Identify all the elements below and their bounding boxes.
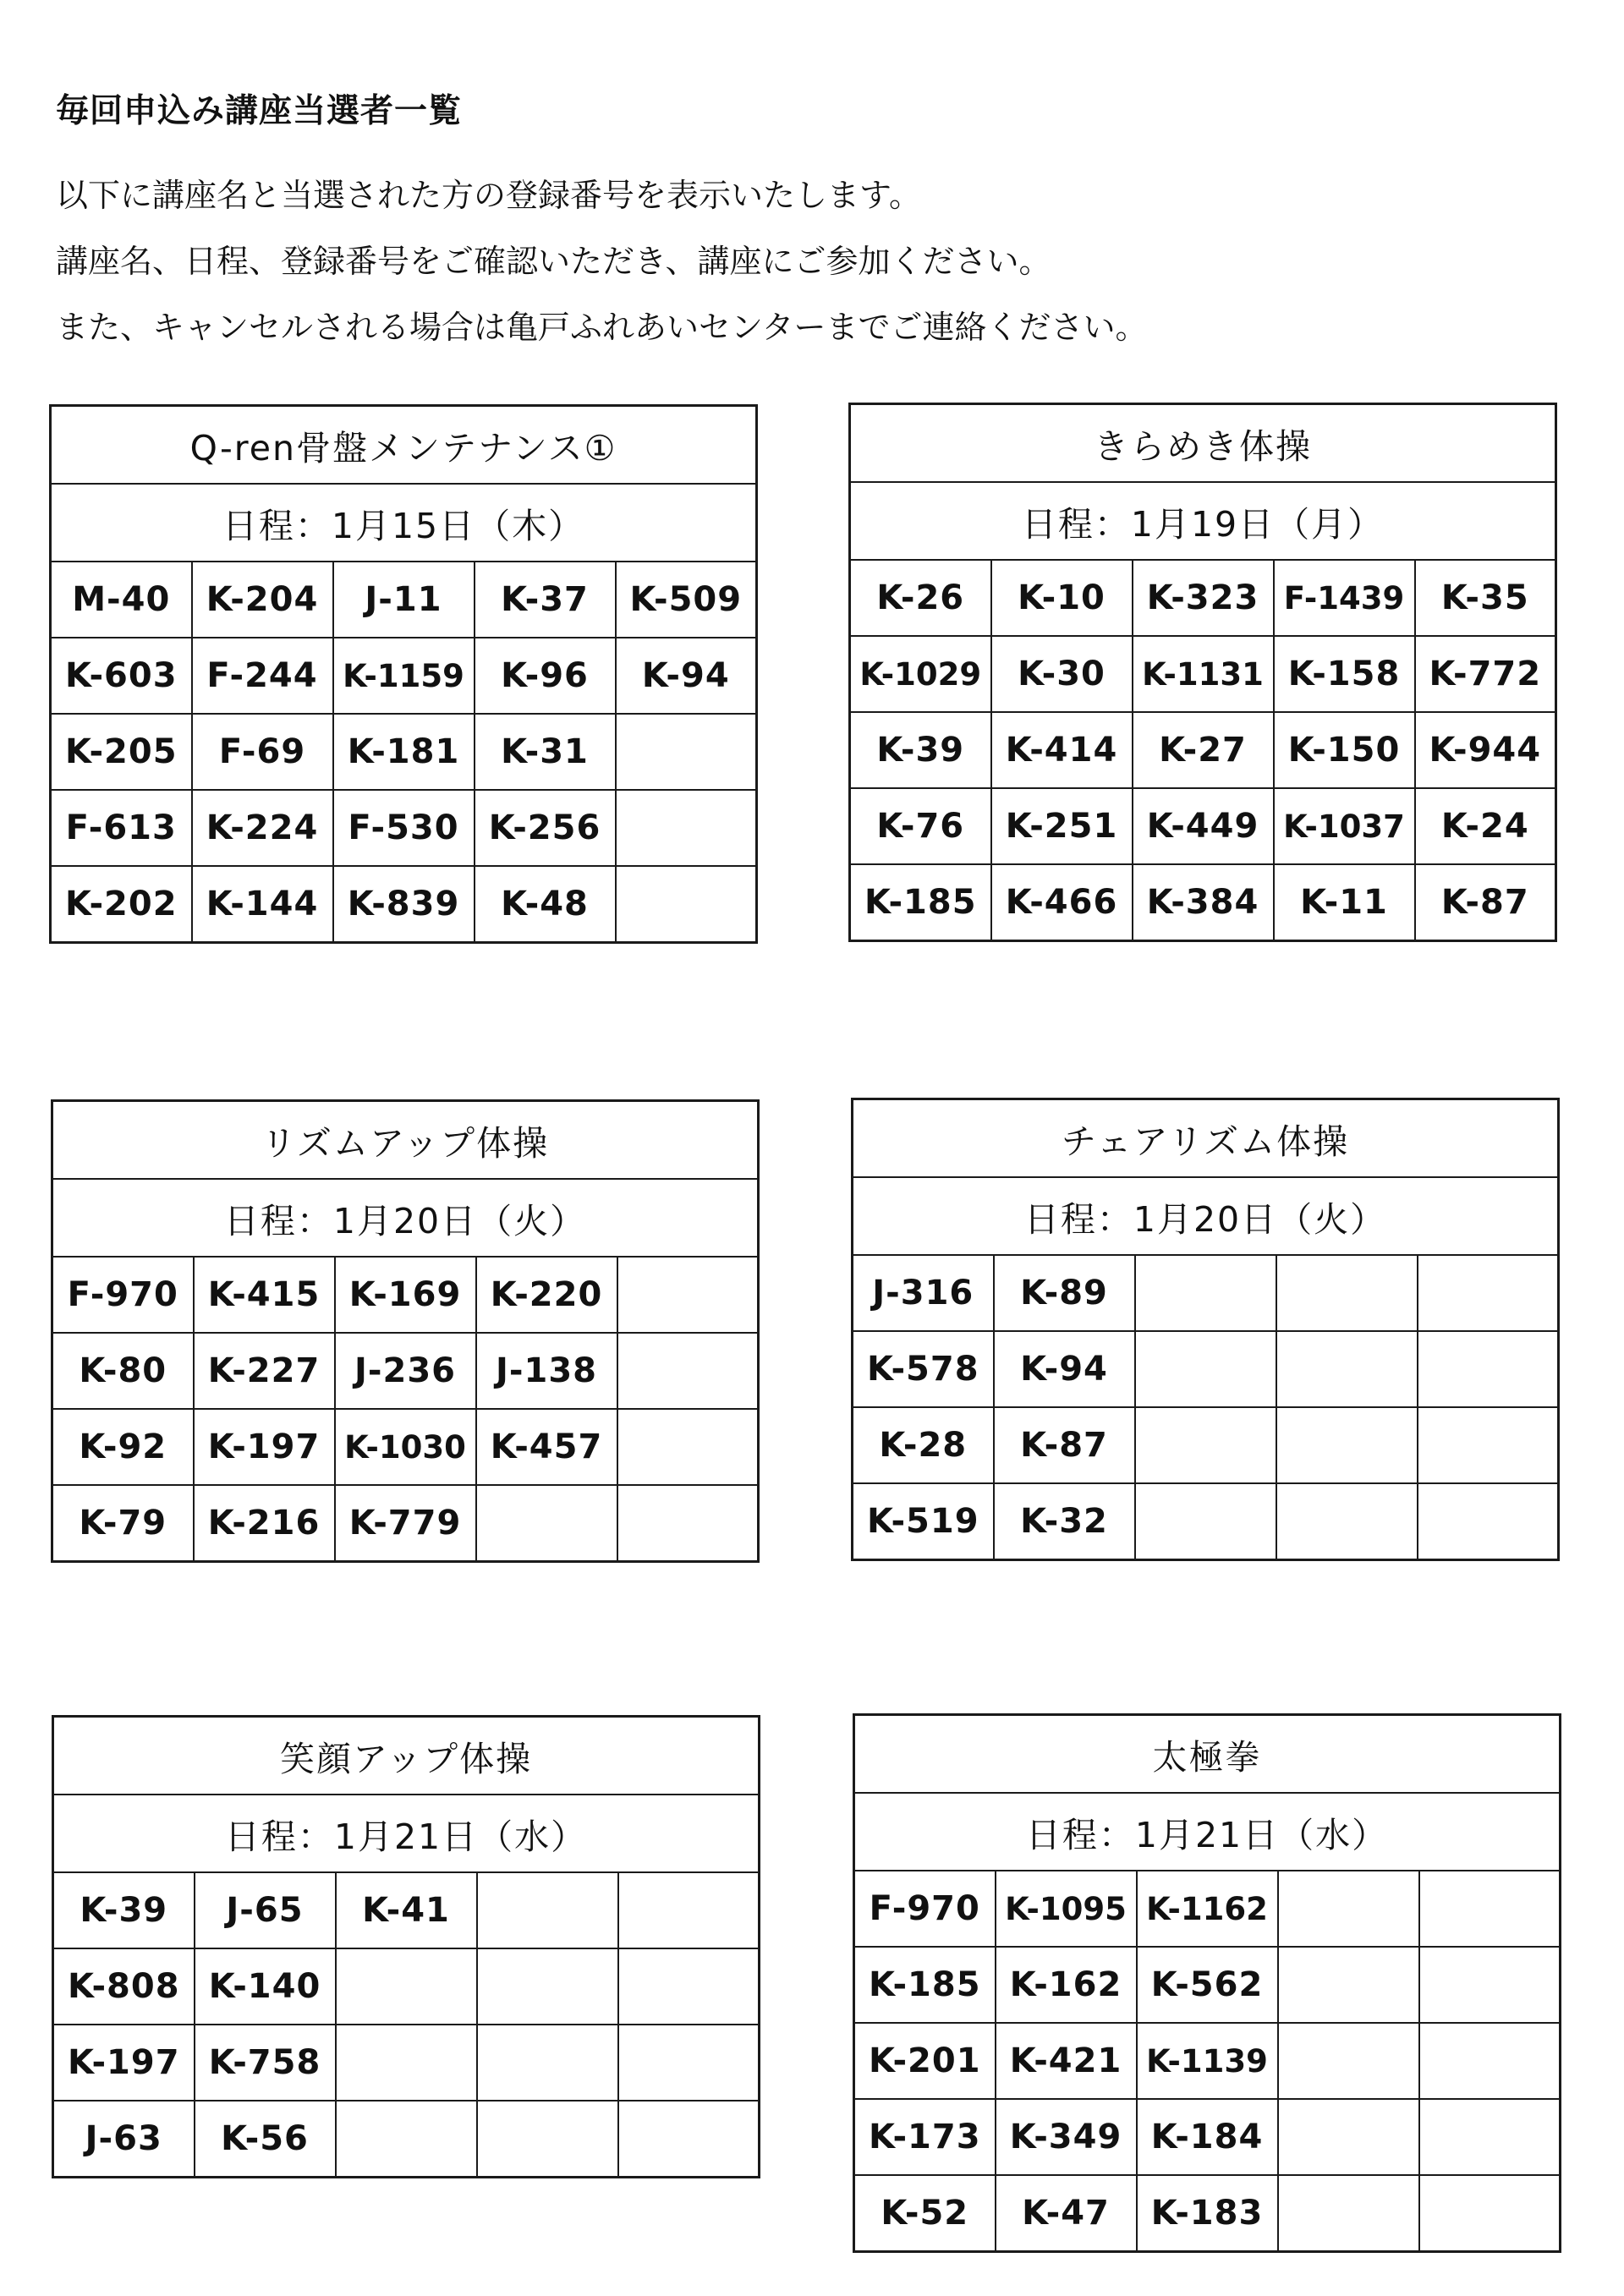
registration-number-cell: K-144 <box>192 866 333 943</box>
registration-number-cell: K-80 <box>52 1333 194 1409</box>
registration-number-cell: K-457 <box>476 1409 617 1485</box>
registration-number-cell <box>1419 2099 1561 2175</box>
registration-number-cell <box>616 866 757 943</box>
registration-number-cell <box>617 1257 759 1333</box>
page-title: 毎回申込み講座当選者一覧 <box>56 92 463 130</box>
registration-number-cell: K-1029 <box>850 636 991 712</box>
table-row <box>850 864 1556 941</box>
registration-number-cell: K-56 <box>195 2101 336 2178</box>
registration-number-cell: K-173 <box>854 2099 996 2175</box>
registration-number-cell: K-384 <box>1133 864 1274 941</box>
table-row <box>854 1947 1561 2023</box>
registration-number-cell: K-26 <box>850 560 991 636</box>
registration-number-cell: K-185 <box>850 864 991 941</box>
table-row <box>51 866 757 943</box>
registration-number-cell: K-87 <box>1415 864 1556 941</box>
registration-number-cell <box>617 1409 759 1485</box>
registration-number-cell: K-92 <box>52 1409 194 1485</box>
date-label: 日程： <box>222 505 332 546</box>
registration-number-cell <box>618 2101 760 2178</box>
registration-number-cell: K-779 <box>335 1485 476 1562</box>
registration-number-cell: K-11 <box>1274 864 1415 941</box>
registration-number-cell: K-1030 <box>335 1409 476 1485</box>
registration-number-cell: K-79 <box>52 1485 194 1562</box>
table-row <box>854 2023 1561 2099</box>
registration-number-cell <box>477 2101 618 2178</box>
registration-number-cell <box>1135 1331 1276 1407</box>
registration-number-cell: F-1439 <box>1274 560 1415 636</box>
course-name: チェアリズム体操 <box>853 1099 1559 1178</box>
date-label: 日程： <box>223 1200 333 1241</box>
registration-number-cell <box>1419 1947 1561 2023</box>
date-value: 1月21日（水） <box>1134 1814 1389 1855</box>
table-row <box>853 1483 1559 1560</box>
registration-number-cell: K-41 <box>336 1872 477 1948</box>
registration-number-cell <box>477 1948 618 2025</box>
table-row <box>51 790 757 866</box>
table-row <box>53 2101 760 2178</box>
registration-number-cell <box>1419 2023 1561 2099</box>
registration-number-cell: K-48 <box>475 866 616 943</box>
table-row <box>51 638 757 714</box>
registration-number-cell: J-236 <box>335 1333 476 1409</box>
registration-number-cell: K-162 <box>996 1947 1137 2023</box>
registration-number-cell: K-94 <box>616 638 757 714</box>
registration-number-cell: J-138 <box>476 1333 617 1409</box>
course-date <box>854 1793 1561 1871</box>
registration-number-cell: K-562 <box>1137 1947 1278 2023</box>
registration-number-cell: K-76 <box>850 788 991 864</box>
table-row <box>854 1871 1561 1947</box>
registration-number-cell <box>1135 1255 1276 1331</box>
registration-number-cell: K-39 <box>850 712 991 788</box>
table-row <box>850 712 1556 788</box>
registration-number-cell <box>616 714 757 790</box>
registration-number-cell: K-256 <box>475 790 616 866</box>
registration-number-cell: F-244 <box>192 638 333 714</box>
registration-number-cell: K-169 <box>335 1257 476 1333</box>
registration-number-cell: K-216 <box>194 1485 335 1562</box>
registration-number-cell: K-251 <box>991 788 1133 864</box>
table-row <box>854 2175 1561 2252</box>
registration-number-cell: K-185 <box>854 1947 996 2023</box>
course-name: きらめき体操 <box>850 404 1556 483</box>
table-row <box>53 1872 760 1948</box>
registration-number-cell: F-970 <box>52 1257 194 1333</box>
table-row <box>52 1333 759 1409</box>
registration-number-cell <box>1418 1407 1559 1483</box>
registration-number-cell <box>1276 1407 1418 1483</box>
date-label: 日程： <box>1023 1198 1133 1240</box>
registration-number-cell: K-27 <box>1133 712 1274 788</box>
registration-number-cell <box>1135 1407 1276 1483</box>
table-row <box>52 1485 759 1562</box>
registration-number-cell <box>336 2101 477 2178</box>
registration-number-cell: K-578 <box>853 1331 994 1407</box>
course-table <box>51 1099 760 1563</box>
registration-number-cell: J-11 <box>333 562 475 638</box>
registration-number-cell: K-94 <box>994 1331 1135 1407</box>
registration-number-cell <box>336 1948 477 2025</box>
registration-number-cell: M-40 <box>51 562 192 638</box>
registration-number-cell: K-808 <box>53 1948 195 2025</box>
registration-number-cell <box>616 790 757 866</box>
date-label: 日程： <box>1021 503 1131 545</box>
registration-number-cell: K-323 <box>1133 560 1274 636</box>
registration-number-cell <box>1278 2099 1419 2175</box>
registration-number-cell <box>1419 1871 1561 1947</box>
registration-number-cell: K-47 <box>996 2175 1137 2252</box>
course-date <box>853 1177 1559 1255</box>
registration-number-cell: K-181 <box>333 714 475 790</box>
intro-text <box>56 162 1147 360</box>
registration-number-cell: K-150 <box>1274 712 1415 788</box>
registration-number-cell: K-87 <box>994 1407 1135 1483</box>
course-name: 笑顔アップ体操 <box>53 1717 760 1795</box>
registration-number-cell: K-39 <box>53 1872 195 1948</box>
date-value: 1月19日（月） <box>1130 503 1385 545</box>
registration-number-cell: K-758 <box>195 2025 336 2101</box>
registration-number-cell <box>1135 1483 1276 1560</box>
registration-number-cell <box>1419 2175 1561 2252</box>
registration-number-cell: K-197 <box>53 2025 195 2101</box>
intro-line: また、キャンセルされる場合は亀戸ふれあいセンターまでご連絡ください。 <box>56 309 1148 346</box>
registration-number-cell <box>336 2025 477 2101</box>
table-row <box>52 1257 759 1333</box>
registration-number-cell: K-30 <box>991 636 1133 712</box>
registration-number-cell <box>476 1485 617 1562</box>
course-name: 太極拳 <box>854 1715 1561 1794</box>
course-name: Q-ren骨盤メンテナンス① <box>51 406 757 485</box>
registration-number-cell: K-603 <box>51 638 192 714</box>
registration-number-cell: K-183 <box>1137 2175 1278 2252</box>
registration-number-cell: K-52 <box>854 2175 996 2252</box>
table-row <box>850 560 1556 636</box>
table-row <box>850 636 1556 712</box>
registration-number-cell: K-31 <box>475 714 616 790</box>
table-row <box>853 1331 1559 1407</box>
registration-number-cell <box>1278 2175 1419 2252</box>
registration-number-cell: K-349 <box>996 2099 1137 2175</box>
registration-number-cell: K-32 <box>994 1483 1135 1560</box>
registration-number-cell: K-140 <box>195 1948 336 2025</box>
intro-line: 講座名、日程、登録番号をご確認いただき、講座にご参加ください。 <box>56 243 1051 280</box>
registration-number-cell <box>477 1872 618 1948</box>
registration-number-cell: K-220 <box>476 1257 617 1333</box>
course-date <box>53 1795 760 1872</box>
registration-number-cell: K-96 <box>475 638 616 714</box>
registration-number-cell: K-839 <box>333 866 475 943</box>
table-row <box>52 1409 759 1485</box>
course-name: リズムアップ体操 <box>52 1101 759 1180</box>
registration-number-cell: K-89 <box>994 1255 1135 1331</box>
registration-number-cell: K-227 <box>194 1333 335 1409</box>
registration-number-cell: K-197 <box>194 1409 335 1485</box>
registration-number-cell: K-204 <box>192 562 333 638</box>
registration-number-cell <box>618 2025 760 2101</box>
registration-number-cell <box>618 1872 760 1948</box>
table-row <box>850 788 1556 864</box>
registration-number-cell: K-28 <box>853 1407 994 1483</box>
registration-number-cell: K-35 <box>1415 560 1556 636</box>
registration-number-cell: J-63 <box>53 2101 195 2178</box>
course-table <box>52 1715 760 2178</box>
course-table <box>851 1098 1560 1561</box>
registration-number-cell: F-530 <box>333 790 475 866</box>
registration-number-cell: J-65 <box>195 1872 336 1948</box>
table-row <box>51 714 757 790</box>
registration-number-cell: K-414 <box>991 712 1133 788</box>
registration-number-cell: K-1131 <box>1133 636 1274 712</box>
registration-number-cell: K-1037 <box>1274 788 1415 864</box>
date-label: 日程： <box>224 1816 334 1857</box>
intro-line: 以下に講座名と当選された方の登録番号を表示いたします。 <box>56 177 921 214</box>
registration-number-cell: F-69 <box>192 714 333 790</box>
date-value: 1月20日（火） <box>1133 1198 1387 1240</box>
registration-number-cell: K-10 <box>991 560 1133 636</box>
registration-number-cell: K-37 <box>475 562 616 638</box>
registration-number-cell <box>1276 1483 1418 1560</box>
registration-number-cell: K-519 <box>853 1483 994 1560</box>
registration-number-cell <box>1276 1255 1418 1331</box>
registration-number-cell: F-970 <box>854 1871 996 1947</box>
registration-number-cell <box>617 1333 759 1409</box>
registration-number-cell: F-613 <box>51 790 192 866</box>
registration-number-cell: K-509 <box>616 562 757 638</box>
course-table <box>848 403 1557 942</box>
table-row <box>853 1255 1559 1331</box>
registration-number-cell <box>1278 2023 1419 2099</box>
registration-number-cell: K-466 <box>991 864 1133 941</box>
registration-number-cell: K-1095 <box>996 1871 1137 1947</box>
course-date <box>52 1179 759 1257</box>
course-date <box>51 484 757 562</box>
course-table <box>49 404 758 944</box>
table-row <box>853 1407 1559 1483</box>
date-label: 日程： <box>1025 1814 1135 1855</box>
table-row <box>53 2025 760 2101</box>
date-value: 1月20日（火） <box>332 1200 587 1241</box>
registration-number-cell: K-1159 <box>333 638 475 714</box>
registration-number-cell: K-205 <box>51 714 192 790</box>
date-value: 1月15日（木） <box>331 505 585 546</box>
table-row <box>53 1948 760 2025</box>
date-value: 1月21日（水） <box>333 1816 588 1857</box>
registration-number-cell: K-944 <box>1415 712 1556 788</box>
registration-number-cell: K-202 <box>51 866 192 943</box>
registration-number-cell <box>1418 1255 1559 1331</box>
table-row <box>51 562 757 638</box>
registration-number-cell: K-449 <box>1133 788 1274 864</box>
registration-number-cell <box>477 2025 618 2101</box>
registration-number-cell <box>1418 1331 1559 1407</box>
registration-number-cell: K-201 <box>854 2023 996 2099</box>
table-row <box>854 2099 1561 2175</box>
registration-number-cell: K-224 <box>192 790 333 866</box>
course-date <box>850 482 1556 560</box>
registration-number-cell <box>617 1485 759 1562</box>
registration-number-cell <box>1278 1947 1419 2023</box>
registration-number-cell: K-158 <box>1274 636 1415 712</box>
registration-number-cell: K-415 <box>194 1257 335 1333</box>
registration-number-cell <box>618 1948 760 2025</box>
registration-number-cell: K-24 <box>1415 788 1556 864</box>
registration-number-cell <box>1418 1483 1559 1560</box>
registration-number-cell <box>1276 1331 1418 1407</box>
registration-number-cell: K-184 <box>1137 2099 1278 2175</box>
registration-number-cell: K-772 <box>1415 636 1556 712</box>
registration-number-cell: J-316 <box>853 1255 994 1331</box>
registration-number-cell: K-421 <box>996 2023 1137 2099</box>
registration-number-cell: K-1162 <box>1137 1871 1278 1947</box>
course-table <box>853 1713 1561 2253</box>
registration-number-cell: K-1139 <box>1137 2023 1278 2099</box>
registration-number-cell <box>1278 1871 1419 1947</box>
